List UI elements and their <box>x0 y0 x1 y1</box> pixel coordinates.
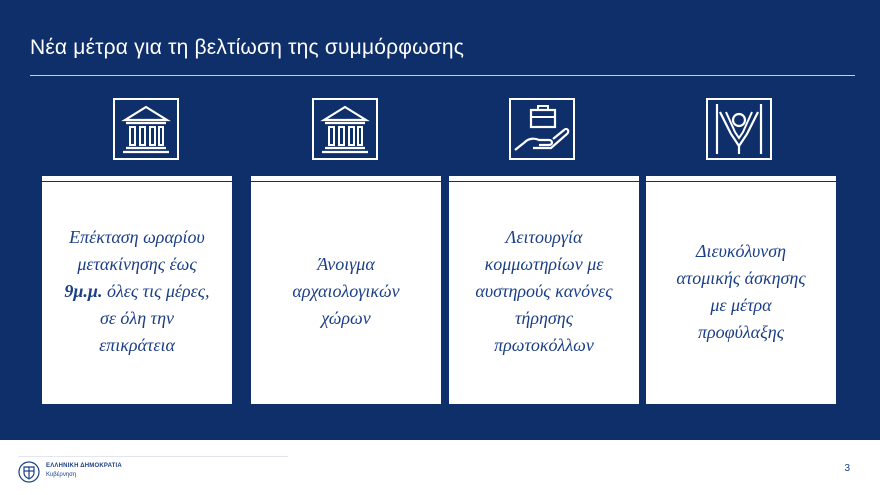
card-line: αυστηρούς κανόνες <box>475 281 613 301</box>
briefcase-hand-icon <box>509 98 575 160</box>
card-line: με μέτρα <box>710 294 772 315</box>
card-text <box>50 179 224 404</box>
card-text <box>259 179 433 404</box>
slide-title: Νέα μέτρα για τη βελτίωση της συμμόρφωσης <box>30 36 465 59</box>
card-line: επικράτεια <box>99 335 175 355</box>
card-line: μετακίνησης έως <box>77 254 197 274</box>
card-line: ατομικής άσκησης <box>676 267 806 288</box>
footer-divider <box>18 456 288 457</box>
footer-org-name: ΕΛΛΗΝΙΚΗ ΔΗΜΟΚΡΑΤΙΑ <box>46 463 122 469</box>
greek-coat-of-arms-icon <box>18 461 40 483</box>
footer-org-sub: Κυβέρνηση <box>46 472 77 478</box>
card-line: Άνοιγμα <box>317 254 375 274</box>
measure-card-curfew <box>42 176 232 404</box>
card-text <box>654 179 828 404</box>
card-text <box>457 179 631 404</box>
card-line: σε όλη την <box>99 308 175 328</box>
lifting-person-icon <box>706 98 772 160</box>
card-line: Λειτουργία <box>505 227 583 247</box>
card-line: τήρησης <box>514 308 574 328</box>
card-line: αρχαιολογικών <box>292 281 400 301</box>
card-line: πρωτοκόλλων <box>494 335 594 355</box>
card-line: χώρων <box>321 308 371 328</box>
title-divider <box>30 75 855 76</box>
museum-icon <box>113 98 179 160</box>
measure-card-exercise <box>646 176 836 404</box>
measure-card-archaeological-sites <box>251 176 441 404</box>
measure-card-hairdressers <box>449 176 639 404</box>
card-line: Διευκόλυνση <box>695 240 787 261</box>
card-line-rest: όλες τις μέρες, <box>102 281 210 301</box>
card-line: προφύλαξης <box>697 321 785 342</box>
card-line: κομμωτηρίων με <box>484 254 604 274</box>
highlight-time: 9μ.μ. <box>64 281 103 301</box>
museum-icon <box>312 98 378 160</box>
card-line <box>64 278 209 305</box>
page-number: 3 <box>844 463 850 474</box>
card-line: Επέκταση ωραρίου <box>69 227 205 247</box>
